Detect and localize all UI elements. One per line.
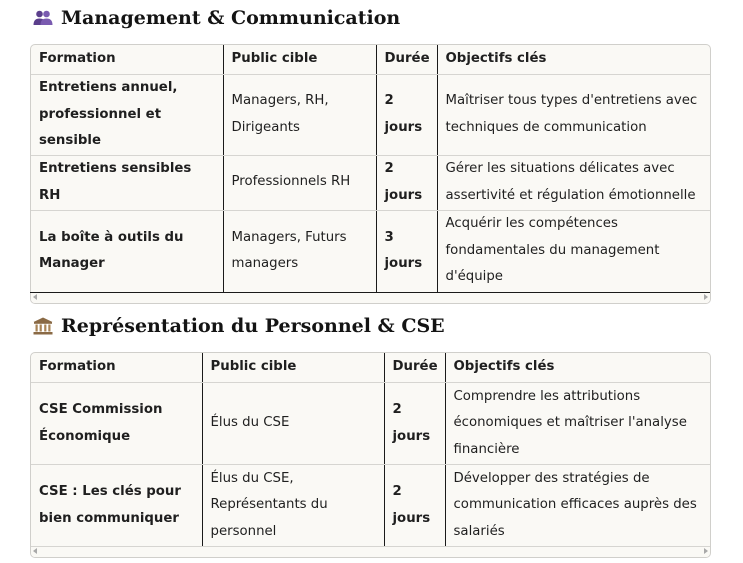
table-row — [31, 383, 710, 465]
scroll-left-icon[interactable] — [33, 548, 37, 554]
cell-duree: 3 jours — [376, 210, 437, 292]
cell-objectifs: Maîtriser tous types d'entretiens avec techniques de communication — [437, 75, 710, 156]
cell-duree: 2 jours — [384, 465, 445, 547]
table-header-row — [31, 45, 710, 75]
column-header-objectifs: Objectifs clés — [445, 353, 710, 383]
cell-public: Managers, RH, Dirigeants — [223, 75, 376, 156]
column-header-objectifs: Objectifs clés — [437, 45, 710, 75]
horizontal-scrollbar[interactable] — [31, 293, 710, 303]
cell-objectifs: Gérer les situations délicates avec assertivité et régulation émotionnelle — [437, 155, 710, 210]
cell-public: Élus du CSE, Représentants du personnel — [202, 465, 384, 547]
section-title-text: Management & Communication — [61, 7, 401, 29]
cell-public: Professionnels RH — [223, 155, 376, 210]
cell-objectifs: Développer des stratégies de communication efficaces auprès des salariés — [445, 465, 710, 547]
cell-objectifs: Acquérir les compétences fondamentales du management d'équipe — [437, 210, 710, 292]
table-row — [31, 155, 710, 210]
cell-formation: La boîte à outils du Manager — [31, 210, 223, 292]
cell-duree: 2 jours — [376, 155, 437, 210]
scroll-right-icon[interactable] — [704, 548, 708, 554]
cell-formation: Entretiens annuel, professionnel et sensible — [31, 75, 223, 156]
cell-public: Élus du CSE — [202, 383, 384, 465]
people-icon — [33, 9, 53, 27]
cell-formation: CSE Commission Économique — [31, 383, 202, 465]
cell-duree: 2 jours — [384, 383, 445, 465]
management-table-container — [30, 44, 711, 304]
cse-table-container — [30, 352, 711, 558]
cse-table — [31, 353, 710, 547]
table-row — [31, 210, 710, 292]
table-header-row — [31, 353, 710, 383]
management-table — [31, 45, 710, 293]
cell-formation: CSE : Les clés pour bien communiquer — [31, 465, 202, 547]
section-divider — [30, 292, 710, 293]
table-row — [31, 465, 710, 547]
column-header-formation: Formation — [31, 45, 223, 75]
cell-public: Managers, Futurs managers — [223, 210, 376, 292]
column-header-public: Public cible — [223, 45, 376, 75]
column-header-duree: Durée — [384, 353, 445, 383]
horizontal-scrollbar[interactable] — [31, 547, 710, 557]
scroll-left-icon[interactable] — [33, 294, 37, 300]
scroll-right-icon[interactable] — [704, 294, 708, 300]
cell-duree: 2 jours — [376, 75, 437, 156]
column-header-duree: Durée — [376, 45, 437, 75]
cell-objectifs: Comprendre les attributions économiques et maîtriser l'analyse financière — [445, 383, 710, 465]
table-row — [31, 75, 710, 156]
classical-building-icon — [33, 317, 53, 335]
section-title-cse — [33, 315, 445, 337]
column-header-formation: Formation — [31, 353, 202, 383]
section-title-text: Représentation du Personnel & CSE — [61, 315, 445, 337]
cell-formation: Entretiens sensibles RH — [31, 155, 223, 210]
column-header-public: Public cible — [202, 353, 384, 383]
section-title-management — [33, 7, 400, 29]
